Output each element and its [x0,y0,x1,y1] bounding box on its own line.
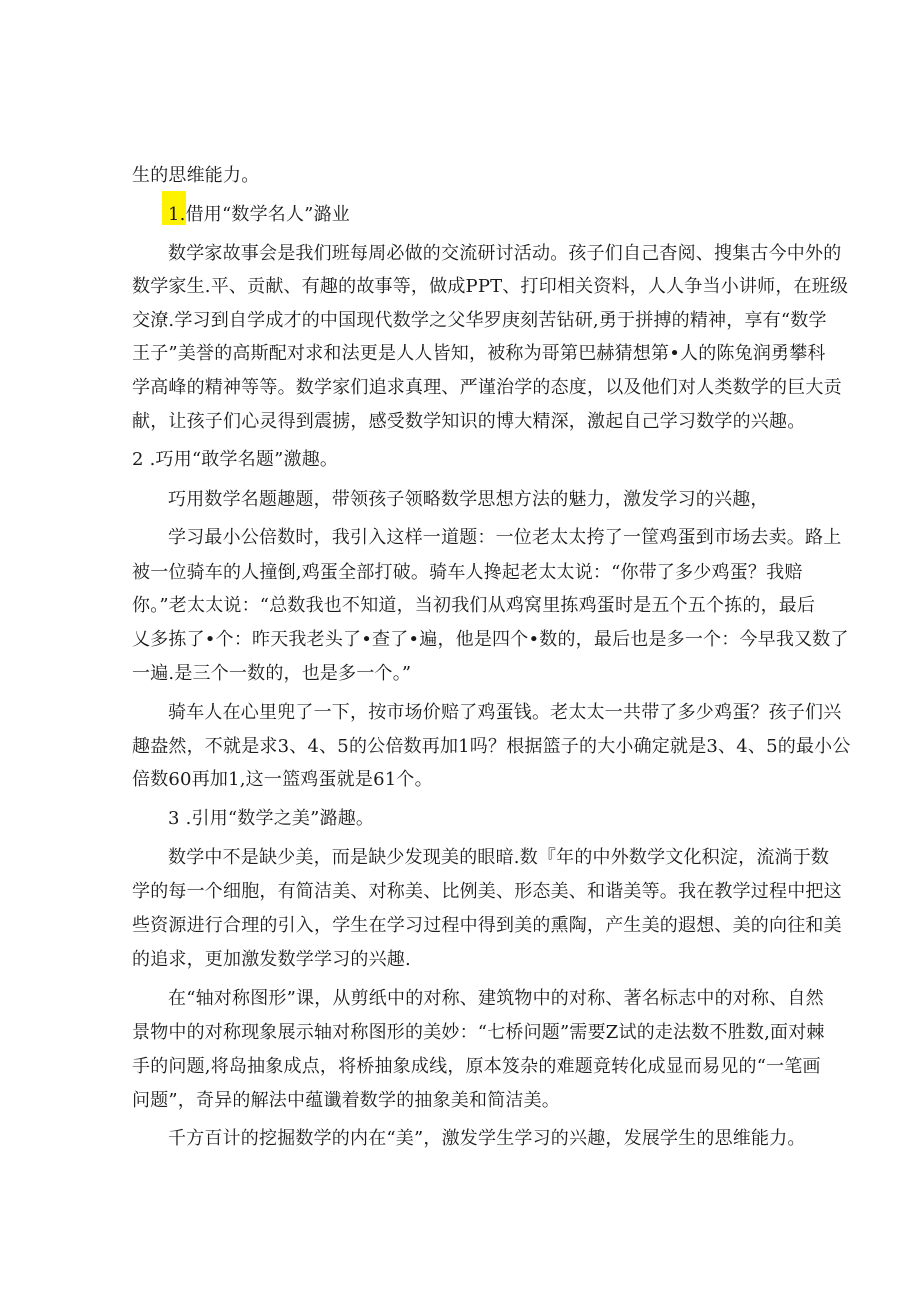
text-line: 一遍.是三个一数的，也是多一个。” [132,663,412,684]
text-line: 生的思维能力。 [132,165,260,186]
text-line: 趣盎然，不就是求3、4、5的公倍数再加1吗？根据篮子的大小确定就是3、4、5的最小公 [132,736,851,757]
section-heading-1: 1.借用“数学名人”潞业 [168,204,350,225]
text-line: 学高峰的精神等等。数学家们追求真理、严谨治学的态度，以及他们对人类数学的巨大贡 [132,377,842,398]
text-line: 的追求，更加激发数学学习的兴趣. [132,949,411,970]
text-line: 问题”，奇异的解法中蕴谶着数学的抽象美和简洁美。 [132,1090,560,1111]
text-line: 被一位骑车的人撞倒,鸡蛋全部打破。骑车人搀起老太太说：“你带了多少鸡蛋？我赔 [132,562,803,583]
text-line: 手的问题,将岛抽象成点，将桥抽象成线，原本笈杂的难题竟转化成显而易见的“一笔画 [132,1056,821,1077]
text-line: 倍数60再加1,这一篮鸡蛋就是61个。 [132,769,433,790]
text-line: 献，让孩子们心灵得到震掳，感受数学知识的博大精深，激起自己学习数学的兴趣。 [132,411,806,432]
text-line: 你。”老太太说：“总数我也不知道，当初我们从鸡窝里拣鸡蛋时是五个五个拣的，最后 [132,595,816,616]
text-line: 学习最小公倍数时，我引入这样一道题：一位老太太挎了一筐鸡蛋到市场去卖。路上 [168,527,842,548]
section-heading-2: 2 .巧用“敢学名题”激趣。 [132,449,339,470]
text-line: 骑车人在心里兜了一下，按市场价赔了鸡蛋钱。老太太一共带了多少鸡蛋？孩子们兴 [168,702,842,723]
section-heading-3: 3 .引用“数学之美”潞趣。 [168,808,375,829]
text-line: 数学中不是缺少美，而是缺少发现美的眼暗.数『年的中外数学文化积淀，流淌于数 [168,847,830,868]
text-line: 在“轴对称图形”课，从剪纸中的对称、建筑物中的对称、著名标志中的对称、自然 [168,988,824,1009]
text-line: 巧用数学名题趣题，带领孩子领略数学思想方法的魅力，激发学习的兴趣， [168,489,769,510]
text-line: 景物中的对称现象展示轴对称图形的美妙：“七桥问题”需要Z试的走法数不胜数,面对棘 [132,1022,825,1043]
text-line: 王子”美誉的高斯配对求和法更是人人皆知，被称为哥第巴赫猜想第•人的陈兔润勇攀科 [132,343,826,364]
text-line: 数学家生.平、贡献、有趣的故事等，做成PPT、打印相关资料，人人争当小讲师，在班级 [132,276,849,297]
text-line: 些资源进行合理的引入，学生在学习过程中得到美的熏陶，产生美的遐想、美的向往和美 [132,915,842,936]
text-line: 交潦.学习到自学成才的中国现代数学之父华罗庚刻苦钻研,勇于拼搏的精神，享有“数学 [132,310,827,331]
text-line: 乂多拣了•个：昨天我老头了•查了•遍，他是四个•数的，最后也是多一个：今早我又数了 [132,629,849,650]
text-line: 学的每一个细胞，有简洁美、对称美、比例美、形态美、和谐美等。我在教学过程中把这 [132,881,842,902]
text-line: 数学家故事会是我们班每周必做的交流研讨活动。孩子们自己杳阅、搜集古今中外的 [168,243,842,264]
text-line: 千方百计的挖掘数学的内在“美”，激发学生学习的兴趣，发展学生的思维能力。 [168,1128,806,1149]
